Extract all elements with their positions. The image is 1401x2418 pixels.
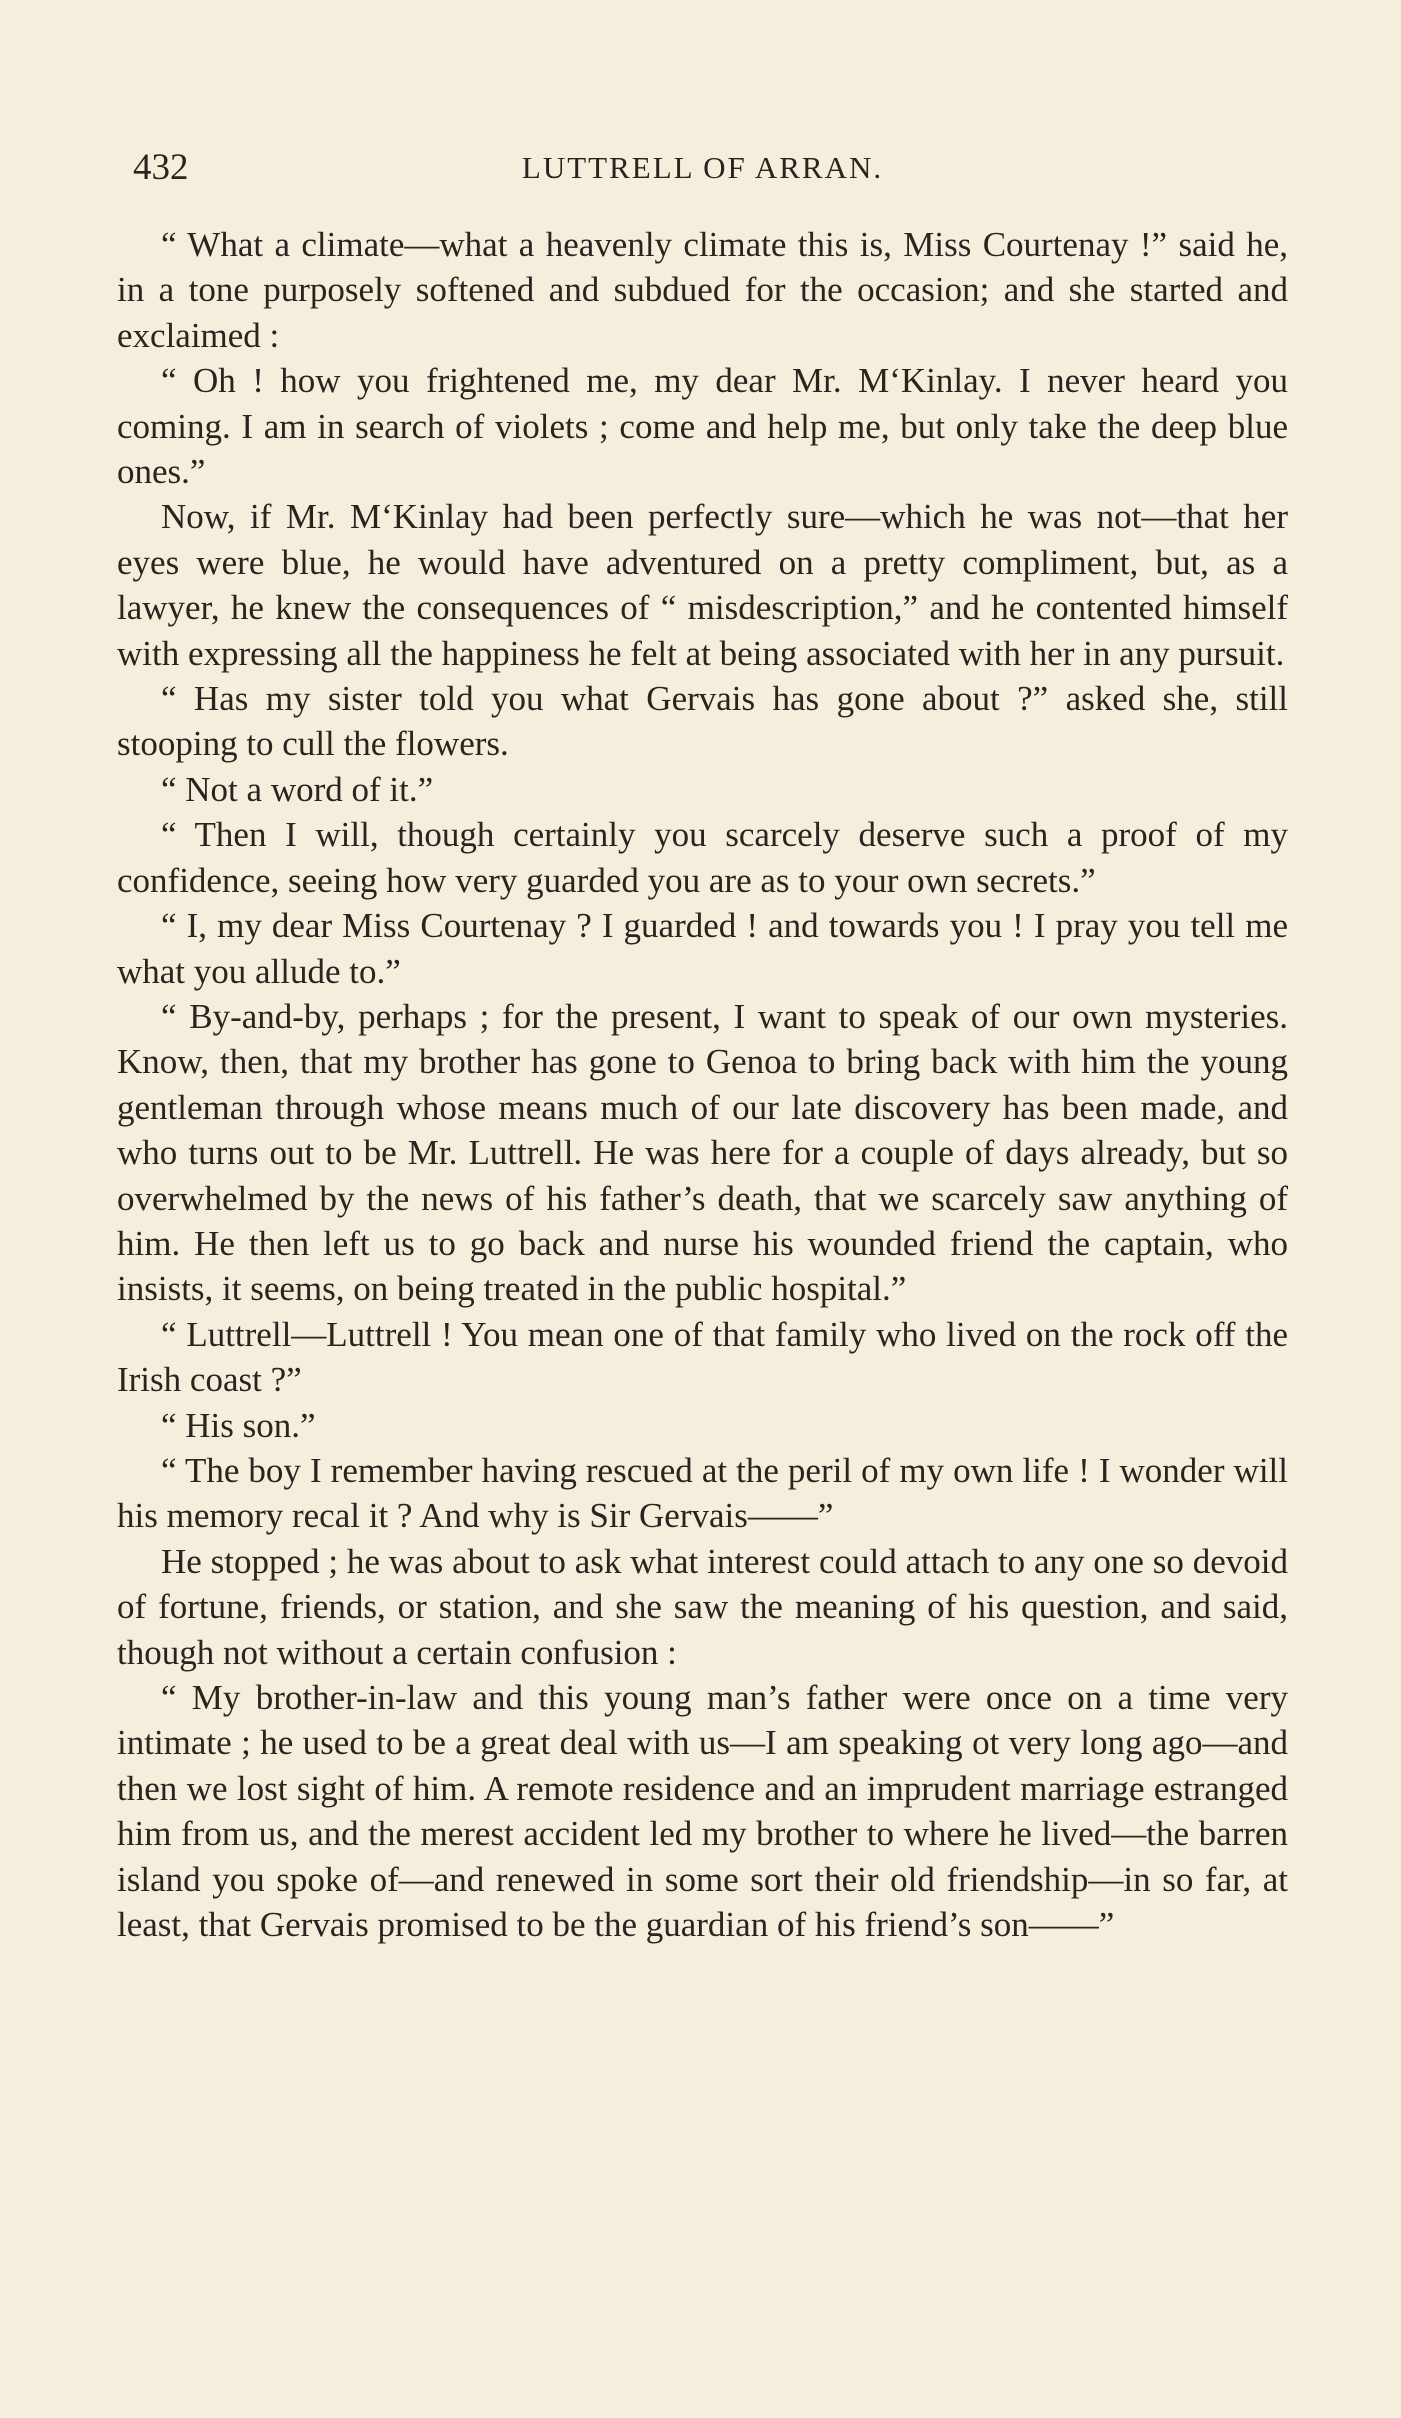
paragraph: He stopped ; he was about to ask what interest could attach to any one so devoid of fortune, friends, or station, and she saw the meaning of his question, and said, though not without a certain confusion : <box>117 1541 1288 1672</box>
paragraph: “ I, my dear Miss Courtenay ? I guarded ! and towards you ! I pray you tell me what you allude to.” <box>117 906 1288 991</box>
page-header <box>117 146 1288 190</box>
paragraph: “ What a climate—what a heavenly climate this is, Miss Courtenay !” said he, in a tone purposely softened and subdued for the occasion; and she started and exclaimed : <box>117 225 1288 355</box>
paragraph: “ My brother-in-law and this young man’s father were once on a time very intimate ; he used to be a great deal with us—I am speaking ot very long ago—and then we lost sight of him. A remote residence and an imprudent marriage estranged him from us, and the merest accident led my brother to where he lived—the barren island you spoke of—and renewed in some sort their old friendship—in so far, at least, that Gervais promised to be the guardian of his friend’s son——” <box>117 1678 1288 1945</box>
paragraph: “ Not a word of it.” <box>161 769 434 809</box>
paragraph: “ By-and-by, perhaps ; for the present, I want to speak of our own mysteries. Know, then, that my brother has gone to Genoa to bring back with him the young gentleman through whose means much of our late discovery has been made, and who turns out to be Mr. Luttrell. He was here for a couple of days already, but so overwhelmed by the news of his father’s death, that we scarcely saw anything of him. He then left us to go back and nurse his wounded friend the captain, who insists, it seems, on being treated in the public hospital.” <box>117 996 1288 1309</box>
paragraph: “ Luttrell—Luttrell ! You mean one of that family who lived on the rock off the Irish coast ?” <box>117 1314 1288 1400</box>
paragraph: “ Has my sister told you what Gervais has gone about ?” asked she, still stooping to cull the flowers. <box>117 679 1288 764</box>
paragraph: “ Oh ! how you frightened me, my dear Mr. M‘Kinlay. I never heard you coming. I am in search of violets ; come and help me, but only take the deep blue ones.” <box>117 361 1288 492</box>
paragraph: “ Then I will, though certainly you scarcely deserve such a proof of my confidence, seeing how very guarded you are as to your own secrets.” <box>117 815 1288 900</box>
page-number: 432 <box>133 147 189 188</box>
paragraph: “ His son.” <box>161 1405 316 1445</box>
running-title: LUTTRELL OF ARRAN. <box>521 150 884 185</box>
paragraph: Now, if Mr. M‘Kinlay had been perfectly sure—which he was not—that her eyes were blue, he would have adventured on a pretty compliment, but, as a lawyer, he knew the consequences of “ misdescription,” and he contented himself with expressing all the happiness he felt at being associated with her in any pursuit. <box>117 497 1288 673</box>
paragraph: “ The boy I remember having rescued at the peril of my own life ! I wonder will his memory recal it ? And why is Sir Gervais——” <box>117 1450 1288 1536</box>
body-text <box>117 222 1288 1947</box>
